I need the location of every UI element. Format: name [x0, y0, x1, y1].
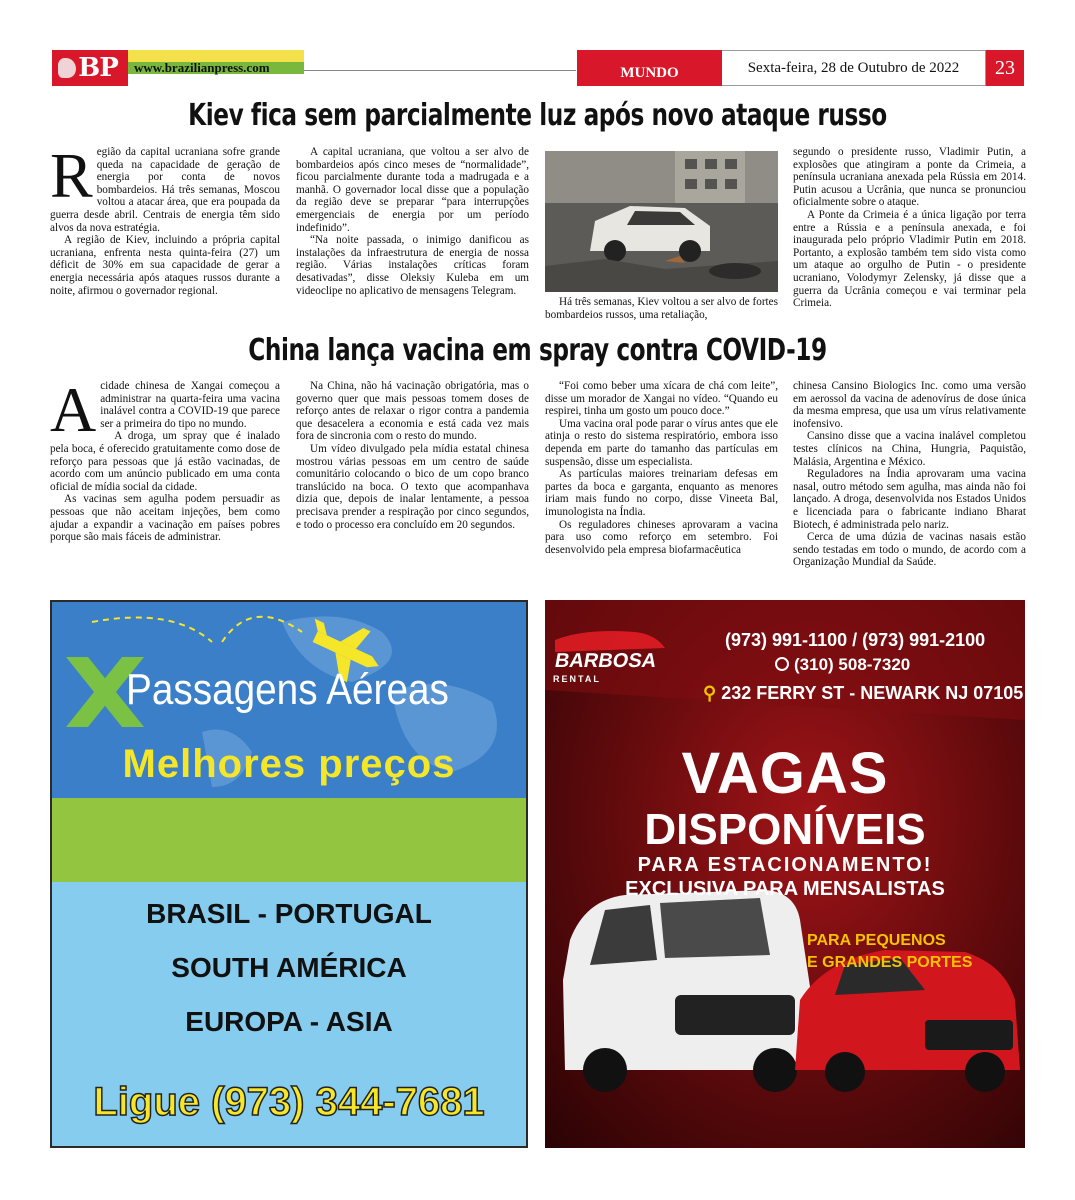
news-photo-damaged-car: [545, 151, 778, 292]
article-headline-kiev: Kiev fica sem parcialmente luz após novo ataque russo: [188, 98, 887, 133]
ad-line-mensalistas: EXCLUSIVA PARA MENSALISTAS: [625, 878, 945, 900]
whatsapp-text: (310) 508-7320: [794, 655, 911, 674]
paragraph: Reguladores na Índia aprovaram uma vacina nasal, outro método sem agulha, mas ainda não foi lançado. A droga, desenvolvida nos Estados Unidos e licenciada para o fabricante indiano Bharat Biotech, é administrada pelo nariz.: [793, 468, 1026, 531]
ad-size-line-1: PARA PEQUENOS: [807, 932, 946, 949]
travel-agency-ad[interactable]: [50, 600, 528, 1148]
paragraph: A droga, um spray que é inalado pela boca, é oferecido gratuitamente como dose de reforço para pessoas que já estão vacinadas, de acordo com um anúncio publicado em uma conta oficial de mídia social da cidade.: [50, 430, 280, 493]
article2-column-3: [545, 380, 778, 556]
ad-headline-disponiveis: DISPONÍVEIS: [644, 805, 926, 854]
issue-date: Sexta-feira, 28 de Outubro de 2022: [722, 50, 986, 86]
travel-ad-subtitle: Melhores preços: [122, 742, 456, 786]
site-url[interactable]: www.brazilianpress.com: [134, 60, 270, 75]
rental-brand: BARBOSA: [553, 650, 659, 672]
van-icon: [563, 890, 815, 1092]
ad-size-line-2: E GRANDES PORTES: [807, 954, 973, 971]
dropcap: A: [50, 374, 97, 445]
travel-ad-phone[interactable]: Ligue (973) 344-7681: [93, 1080, 485, 1124]
whatsapp-icon: [775, 657, 789, 671]
ad-land-band: [52, 798, 526, 882]
travel-ad-title: Passagens Aéreas: [126, 665, 449, 714]
paragraph: cidade chinesa de Xangai começou a administrar na quarta-feira uma vacina inalável contra a COVID-19 que parece ser a primeira do tipo no mundo.: [100, 380, 280, 430]
whatsapp-number[interactable]: [775, 655, 910, 675]
ad-headline-vagas: VAGAS: [681, 741, 889, 806]
article1-column-2: [296, 146, 529, 297]
paragraph: A região de Kiev, incluindo a própria capital ucraniana, enfrenta nesta quinta-feira (27) um déficit de 30% em sua capacidade de gerar a energia necessária após ataques russos durante a noite, afirmou o governador regional.: [50, 234, 280, 297]
paragraph: Uma vacina oral pode parar o vírus antes que ele atinja o resto do sistema respiratório, embora isso dependa em parte do tamanho das partículas em suspensão, disse um especialista.: [545, 417, 778, 468]
ad-line-estacionamento: PARA ESTACIONAMENTO!: [637, 854, 933, 876]
dropcap: R: [50, 140, 93, 211]
paragraph: Os reguladores chineses aprovaram a vacina para uso como reforço em setembro. Foi desenvolvido pela empresa biofarmacêutica: [545, 518, 778, 556]
article1-column-4: [793, 146, 1026, 310]
section-label: MUNDO: [577, 50, 722, 86]
paragraph: “Na noite passada, o inimigo danificou as instalações da infraestrutura de energia de nossa região. Várias instalações críticas foram desativadas”, disse Oleksiy Kuleba em um videoclipe no aplicativo de mensagens Telegram.: [296, 234, 529, 297]
rental-phones[interactable]: (973) 991-1100 / (973) 991-2100: [725, 630, 986, 650]
article2-column-1: [50, 374, 280, 544]
destination-line-3: EUROPA - ASIA: [185, 1006, 393, 1037]
caption-text: Há três semanas, Kiev voltou a ser alvo de fortes bombardeios russos, uma retaliação,: [545, 296, 778, 321]
header-rule: [304, 70, 576, 71]
paragraph: Cerca de uma dúzia de vacinas nasais estão sendo testadas em todo o mundo, de acordo com a Organização Mundial da Saúde.: [793, 531, 1026, 569]
location-pin-icon: ⚲: [703, 683, 722, 703]
page-number: 23: [986, 50, 1024, 86]
brazilian-press-logo[interactable]: BP: [52, 50, 128, 86]
paragraph: egião da capital ucraniana sofre grande queda na capacidade de geração de energia por conta de novos bombardeios. Há três semanas, Moscou voltou a atacar área, que era poupada da guerra desde abril. Centrais de energia têm sido alvos da nova estratégia.: [50, 146, 280, 234]
article-headline-china: China lança vacina em spray contra COVID-19: [248, 333, 827, 368]
paragraph: Um vídeo divulgado pela mídia estatal chinesa mostrou várias pessoas em um centro de saúde comunitário colocando o bico de um copo branco translúcido na boca. O texto que acompanhava dizia que, depois de inalar lentamente, a pessoa precisava prender a respiração por cinco segundos, e todo o processo era concluído em 20 segundos.: [296, 442, 529, 531]
article1-column-1: [50, 140, 280, 297]
article2-column-4: [793, 380, 1026, 569]
brazil-map-icon: [58, 58, 76, 78]
paragraph: A Ponte da Crimeia é a única ligação por terra entre a Rússia e a península anexada, e foi inaugurada pelo próprio Vladimir Putin em 2018. Portanto, a explosão também tem sido vista como um ataque ao orgulho de Putin - o presidente ucraniano, Volodymyr Zelensky, já disse que a guerra da Ucrânia começou e vai terminar pela Crimeia.: [793, 208, 1026, 310]
paragraph: A capital ucraniana, que voltou a ser alvo de bombardeios após cinco meses de “normalidade”, ficou parcialmente durante toda a madrugada e a manhã. O governador local disse que a população da região deve se preparar “para interrupções emergenciais de energia por um período indefinido”.: [296, 146, 529, 234]
paragraph: As vacinas sem agulha podem persuadir as pessoas que não aceitam injeções, bem como ajudar a expandir a vacinação em países pobres porque são mais fáceis de administrar.: [50, 493, 280, 544]
paragraph: Cansino disse que a vacina inalável completou testes clínicos na China, Hungria, Paquistão, Malásia, Argentina e México.: [793, 430, 1026, 468]
article2-column-2: [296, 380, 529, 531]
paragraph: chinesa Cansino Biologics Inc. como uma versão em aerossol da vacina de adenovírus de dose única da mesma empresa, que usa um vírus relativamente inofensivo.: [793, 380, 1026, 430]
paragraph: As partículas maiores treinariam defesas em partes da boca e garganta, enquanto as menores iriam mais fundo no corpo, disse Vineeta Bal, imunologista na Índia.: [545, 468, 778, 518]
rental-address: [703, 683, 1023, 704]
destination-line-1: BRASIL - PORTUGAL: [146, 898, 432, 929]
parking-rental-ad[interactable]: [545, 600, 1025, 1148]
photo-caption: [545, 296, 778, 321]
paragraph: Na China, não há vacinação obrigatória, mas o governo quer que mais pessoas tomem doses de reforço antes de relaxar o rigor contra a pandemia que desacelera a economia e está cada vez mais fora de sincronia com o resto do mundo.: [296, 380, 529, 443]
rental-brand-sub: RENTAL: [553, 674, 601, 684]
destination-line-2: SOUTH AMÉRICA: [171, 952, 407, 983]
paragraph: “Foi como beber uma xícara de chá com leite”, disse um morador de Xangai no vídeo. “Quando eu respirei, tinha um gosto um pouco doce.”: [545, 380, 778, 418]
address-text: 232 FERRY ST - NEWARK NJ 07105: [721, 683, 1024, 703]
paragraph: segundo o presidente russo, Vladimir Putin, a explosões que atingiram a ponte da Crimeia, a península ucraniana anexada pela Rússia em 2014. Putin acusou a Ucrânia, que nunca se pronunciou oficialmente sobre o ataque.: [793, 146, 1026, 209]
